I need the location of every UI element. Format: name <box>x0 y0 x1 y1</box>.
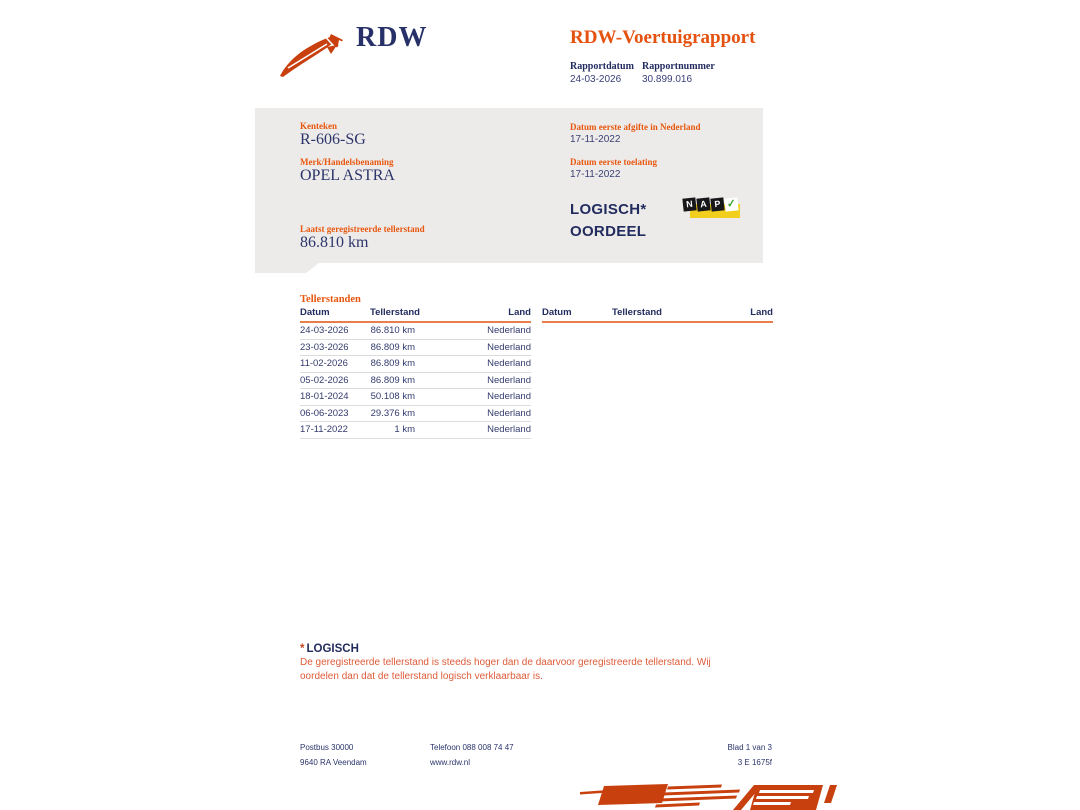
col-header-tellerstand: Tellerstand <box>370 307 420 318</box>
footer-contact <box>430 740 514 770</box>
col-header-land: Land <box>508 307 531 318</box>
cell-tellerstand: 1 km <box>394 424 415 436</box>
cell-tellerstand: 29.376 km <box>370 407 415 419</box>
table-row <box>300 389 531 406</box>
footer-phone: Telefoon 088 008 74 47 <box>430 743 514 752</box>
rdw-wordmark: RDW <box>356 22 428 53</box>
toelating-value: 17-11-2022 <box>570 169 621 180</box>
merk-label: Merk/Handelsbenaming <box>300 157 394 167</box>
afgifte-label: Datum eerste afgifte in Nederland <box>570 122 701 132</box>
cell-tellerstand: 50.108 km <box>370 391 415 403</box>
table-row <box>300 340 531 357</box>
table-body <box>300 323 531 439</box>
table-header-row <box>542 307 773 323</box>
report-number-value: 30.899.016 <box>642 74 693 85</box>
cell-tellerstand: 86.810 km <box>370 325 415 337</box>
footnote-asterisk: * <box>300 643 305 655</box>
merk-value: OPEL ASTRA <box>300 167 395 184</box>
cell-tellerstand: 86.809 km <box>370 358 415 370</box>
col-header-tellerstand: Tellerstand <box>612 307 662 318</box>
panel-corner-tab <box>255 263 319 273</box>
report-date-value: 24-03-2026 <box>570 74 622 85</box>
cell-datum: 24-03-2026 <box>300 325 349 337</box>
rdw-flag-stripes-graphic <box>580 783 840 810</box>
footnote-body: De geregistreerde tellerstand is steeds hoger dan de daarvoor geregistreerde tellerstand. Wij oordelen dan dat de tellerstand logisch verklaarbaar is. <box>300 657 711 682</box>
tellerstanden-title: Tellerstanden <box>300 294 361 305</box>
footer-website: www.rdw.nl <box>430 758 471 767</box>
table-row <box>300 406 531 423</box>
report-number-label: Rapportnummer <box>642 61 715 72</box>
cell-tellerstand: 86.809 km <box>370 374 415 386</box>
cell-land: Nederland <box>487 374 531 386</box>
cell-datum: 23-03-2026 <box>300 341 349 353</box>
table-row <box>300 422 531 439</box>
cell-land: Nederland <box>487 358 531 370</box>
laatste-tellerstand-label: Laatst geregistreerde tellerstand <box>300 224 425 234</box>
nap-letter-a: A <box>696 197 710 211</box>
footer-page-indicator: Blad 1 van 3 <box>727 743 772 752</box>
footer-form-code: 3 E 1675f <box>737 758 772 767</box>
footer-address <box>300 740 367 770</box>
nap-check-icon: ✓ <box>726 197 737 211</box>
oordeel-line2: OORDEEL <box>570 223 647 240</box>
footer-page-info <box>622 740 772 770</box>
oordeel-text <box>570 199 647 243</box>
toelating-label: Datum eerste toelating <box>570 157 657 167</box>
table-row <box>300 356 531 373</box>
tellerstanden-table-2 <box>542 307 773 323</box>
kenteken-value: R-606-SG <box>300 131 366 148</box>
footer-address-line2: 9640 RA Veendam <box>300 758 367 767</box>
oordeel-line1: LOGISCH* <box>570 201 647 218</box>
nap-logo <box>683 197 741 221</box>
tellerstanden-table <box>300 307 531 439</box>
report-date-label: Rapportdatum <box>570 61 634 72</box>
document-title: RDW-Voertuigrapport <box>570 27 756 48</box>
cell-datum: 05-02-2026 <box>300 374 349 386</box>
col-header-land: Land <box>750 307 773 318</box>
cell-land: Nederland <box>487 325 531 337</box>
col-header-datum: Datum <box>300 307 330 318</box>
footnote-title <box>300 639 359 657</box>
footnote-title-text: LOGISCH <box>306 643 359 655</box>
kenteken-label: Kenteken <box>300 121 337 131</box>
table-header-row <box>300 307 531 323</box>
cell-land: Nederland <box>487 341 531 353</box>
footer-address-line1: Postbus 30000 <box>300 743 354 752</box>
laatste-tellerstand-value: 86.810 km <box>300 234 369 251</box>
cell-land: Nederland <box>487 407 531 419</box>
cell-land: Nederland <box>487 424 531 436</box>
cell-datum: 17-11-2022 <box>300 424 348 436</box>
cell-land: Nederland <box>487 391 531 403</box>
afgifte-value: 17-11-2022 <box>570 134 621 145</box>
cell-datum: 18-01-2024 <box>300 391 349 403</box>
cell-datum: 11-02-2026 <box>300 358 348 370</box>
col-header-datum: Datum <box>542 307 572 318</box>
rdw-eagle-logo-icon <box>279 31 349 81</box>
nap-letter-p: P <box>710 197 724 211</box>
table-row <box>300 323 531 340</box>
cell-datum: 06-06-2023 <box>300 407 349 419</box>
cell-tellerstand: 86.809 km <box>370 341 415 353</box>
table-row <box>300 373 531 390</box>
nap-letter-n: N <box>682 197 696 211</box>
